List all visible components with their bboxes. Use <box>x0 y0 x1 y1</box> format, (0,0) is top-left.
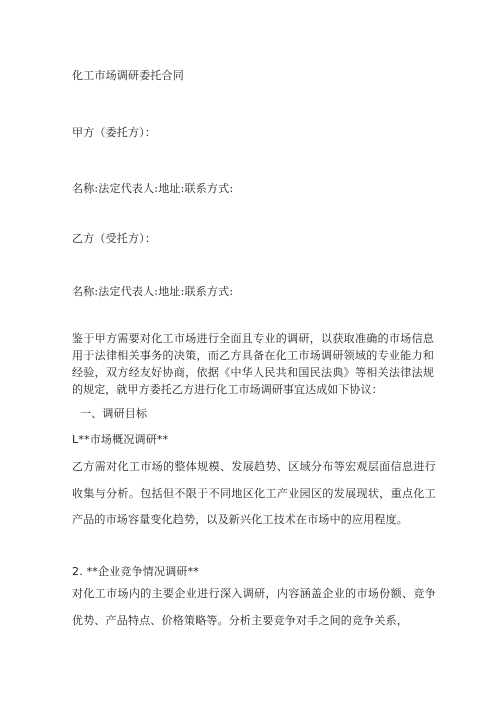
item-1-body: 乙方需对化工市场的整体规模、发展趋势、区域分布等宏观层面信息进行收集与分析。包括但不限于不同地区化工产业园区的发展现状，重点化工产品的市场容量变化趋势，以及新兴化工技术在市场中的应用程度。 <box>72 460 436 526</box>
party-a-details: 名称:法定代表人:地址:联系方式: <box>72 182 234 195</box>
document-title: 化工市场调研委托合同 <box>72 69 184 82</box>
party-b-details: 名称:法定代表人:地址:联系方式: <box>72 285 234 298</box>
section-1-heading: 一、调研目标 <box>80 407 148 420</box>
item-2-body: 对化工市场内的主要企业进行深入调研，内容涵盖企业的市场份额、竞争优势、产品特点、价格策略等。分析主要竞争对手之间的竞争关系， <box>72 587 436 627</box>
item-2-heading: 2. **企业竞争情况调研** <box>72 565 199 578</box>
preamble-paragraph: 鉴于甲方需要对化工市场进行全面且专业的调研，以获取准确的市场信息用于法律相关事务的决策，而乙方具备在化工市场调研领域的专业能力和经验，双方经友好协商，依据《中华人民共和国民法典》等相关法律法规的规定，就甲方委托乙方进行化工市场调研事宜达成如下协议： <box>72 332 434 396</box>
party-b-heading: 乙方（受托方）： <box>72 232 157 245</box>
party-a-heading: 甲方（委托方）： <box>72 126 157 139</box>
item-1-heading: L**市场概况调研** <box>72 433 169 446</box>
